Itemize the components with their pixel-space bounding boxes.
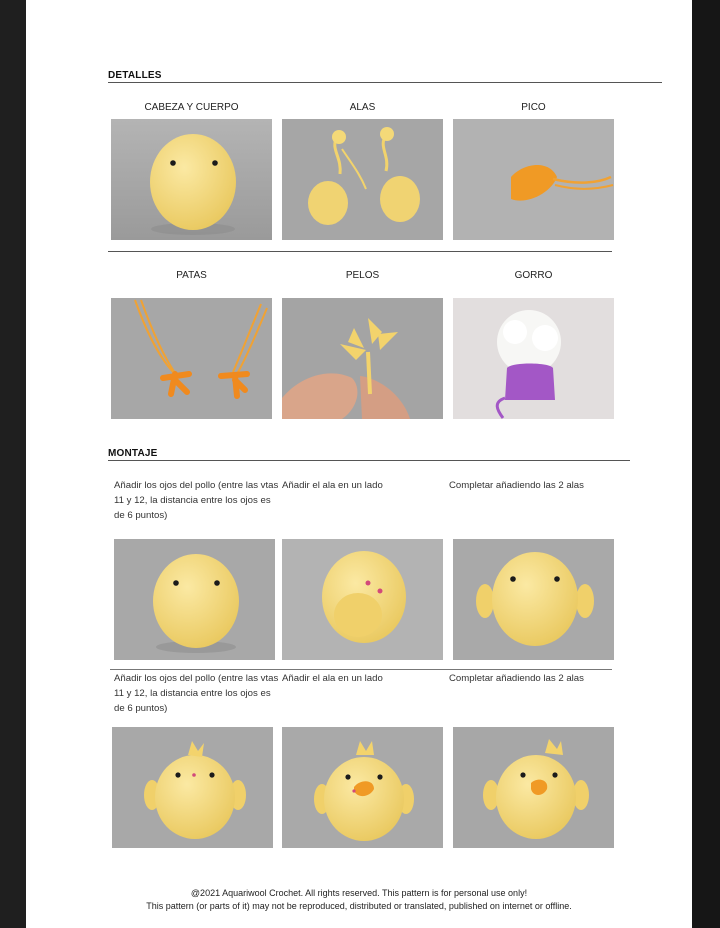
row-divider xyxy=(110,669,612,670)
section-title-detalles: DETALLES xyxy=(108,70,162,81)
photo-step-two-wings xyxy=(453,539,614,660)
photo-final-hair xyxy=(112,727,273,848)
step-text-one-wing: Añadir el ala en un lado xyxy=(282,480,383,491)
caption-pelos: PELOS xyxy=(345,270,380,281)
row-divider xyxy=(108,251,612,252)
footer-disclaimer: This pattern (or parts of it) may not be reproduced, distributed or translated, published on internet or offline. xyxy=(146,901,572,911)
section-title-montaje: MONTAJE xyxy=(108,448,158,459)
step-text-two-wings-2: Completar añadiendo las 2 alas xyxy=(449,673,584,684)
photo-hair xyxy=(282,298,443,419)
caption-gorro: GORRO xyxy=(514,270,553,281)
section-rule xyxy=(108,82,662,83)
photo-final-complete xyxy=(453,727,614,848)
photo-hat xyxy=(453,298,614,419)
caption-alas: ALAS xyxy=(349,102,376,113)
step-text-eyes-2: Añadir los ojos del pollo (entre las vtas 11 y 12, la distancia entre los ojos es de 6 puntos) xyxy=(114,673,279,714)
photo-wings xyxy=(282,119,443,240)
photo-head-body xyxy=(111,119,272,240)
photo-step-eyes xyxy=(114,539,275,660)
viewer-edge xyxy=(692,0,720,928)
photo-step-one-wing xyxy=(282,539,443,660)
photo-final-beak xyxy=(282,727,443,848)
photo-beak xyxy=(453,119,614,240)
footer-copyright: @2021 Aquariwool Crochet. All rights reserved. This pattern is for personal use only! xyxy=(190,888,528,898)
caption-cabeza-cuerpo: CABEZA Y CUERPO xyxy=(144,102,239,113)
section-rule xyxy=(108,460,630,461)
caption-pico: PICO xyxy=(521,102,546,113)
step-text-one-wing-2: Añadir el ala en un lado xyxy=(282,673,383,684)
caption-patas: PATAS xyxy=(176,270,207,281)
step-text-two-wings: Completar añadiendo las 2 alas xyxy=(449,480,584,491)
document-page xyxy=(26,0,692,928)
photo-legs xyxy=(111,298,272,419)
step-text-eyes: Añadir los ojos del pollo (entre las vtas 11 y 12, la distancia entre los ojos es de 6 puntos) xyxy=(114,480,279,521)
